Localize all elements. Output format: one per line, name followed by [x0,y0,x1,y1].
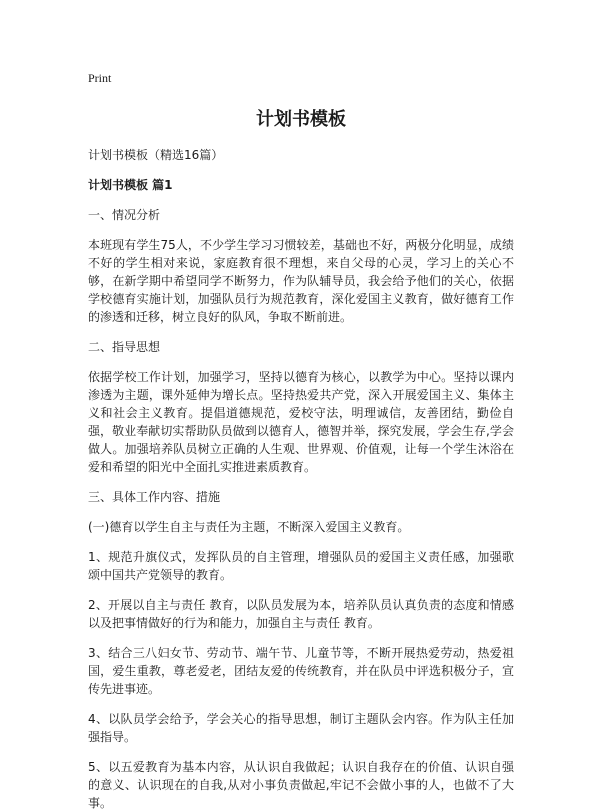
section-work-content [88,488,514,812]
print-label: Print [88,71,112,85]
paragraph: (一)德育以学生自主与责任为主题，不断深入爱国主义教育。 [88,520,410,534]
section-heading: 三、具体工作内容、措施 [88,490,221,504]
paragraph: 5、以五爱教育为基本内容，从认识自我做起；认识自我存在的价值、认识自强的意义、认识现在的自我,从对小事负责做起,牢记不会做小事的人，也做不了大事。 [88,760,514,810]
document-subtitle: 计划书模板（精选16篇） [88,148,224,162]
article-heading: 计划书模板 篇1 [88,178,173,192]
paragraph: 2、开展以自主与责任 教育，以队员发展为本，培养队员认真负责的态度和情感以及把事情做好的行为和能力，加强自主与责任 教育。 [88,598,514,630]
paragraph: 3、结合三八妇女节、劳动节、端午节、儿童节等，不断开展热爱劳动，热爱祖国，爱生重教，尊老爱老，团结友爱的传统教育，并在队员中评选积极分子，宣传先进事迹。 [88,646,514,696]
document-title: 计划书模板 [256,109,346,130]
paragraph: 4、以队员学会给予，学会关心的指导思想，制订主题队会内容。作为队主任加强指导。 [88,712,514,744]
section-situation [88,206,514,326]
paragraph: 1、规范升旗仪式，发挥队员的自主管理，增强队员的爱国主义责任感，加强歌颂中国共产党领导的教育。 [88,550,514,582]
section-heading: 二、指导思想 [88,340,161,354]
section-guiding-ideology [88,338,514,476]
section-heading: 一、情况分析 [88,208,161,222]
paragraph: 本班现有学生75人，不少学生学习习惯较差，基础也不好，两极分化明显，成绩不好的学生相对来说，家庭教育很不理想，来自父母的心灵，学习上的关心不够，在新学期中希望同学不断努力，作为队辅导员，我会给予他们的关心，依据学校德育实施计划，加强队员行为规范教育，深化爱国主义教育，做好德育工作的渗透和迁移，树立良好的队风，争取不断前进。 [88,238,514,324]
paragraph: 依据学校工作计划，加强学习，坚持以德育为核心，以教学为中心。坚持以课内渗透为主题，课外延伸为增长点。坚持热爱共产党，深入开展爱国主义、集体主义和社会主义教育。提倡道德规范，爱校守法，明理诚信，友善团结，勤俭自强，敬业奉献切实帮助队员做到以德育人，德智并举，探究发展，学会生存,学会做人。加强培养队员树立正确的人生观、世界观、价值观，让每一个学生沐浴在爱和希望的阳光中全面扎实推进素质教育。 [88,370,514,474]
